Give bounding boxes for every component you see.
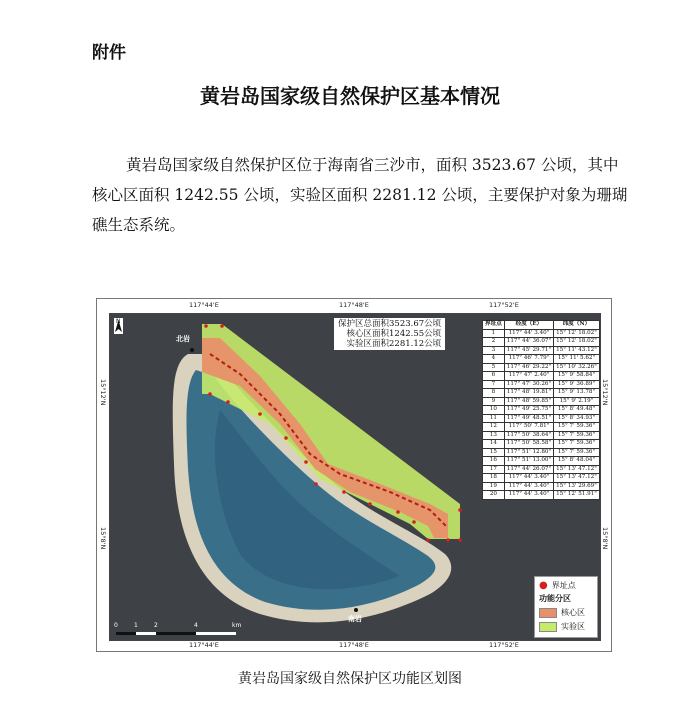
table-cell-point: 17	[483, 465, 505, 474]
area-summary	[334, 318, 445, 350]
table-row	[483, 363, 600, 372]
table-cell-lat: 15° 13' 47.12"	[554, 474, 600, 483]
table-cell-lat: 15° 11' 5.62"	[554, 355, 600, 364]
table-cell-lon: 117° 44' 3.40"	[504, 474, 553, 483]
table-cell-lon: 117° 46' 7.79"	[504, 355, 553, 364]
table-cell-lon: 117° 44' 3.40"	[504, 491, 553, 500]
table-row	[483, 440, 600, 449]
table-cell-lat: 15° 13' 29.69"	[554, 482, 600, 491]
area-total: 保护区总面积3523.67公顷	[338, 319, 442, 329]
lon-tick-bottom-1: 117°44'E	[189, 641, 219, 649]
intro-paragraph	[92, 150, 632, 240]
table-cell-lat: 15° 8' 49.48"	[554, 406, 600, 415]
table-cell-point: 6	[483, 372, 505, 381]
lat-tick-right-1: 15°12'N	[601, 379, 609, 406]
table-cell-lon: 117° 48' 19.81"	[504, 389, 553, 398]
table-cell-lat: 15° 7' 59.36"	[554, 431, 600, 440]
table-row	[483, 423, 600, 432]
table-row	[483, 465, 600, 474]
scale-label-0: 0	[114, 622, 118, 629]
intro-text: 黄岩岛国家级自然保护区位于海南省三沙市，面积 3523.67 公顷，其中核心区面积 1242.55 公顷，实验区面积 2281.12 公顷，主要保护对象为珊瑚礁生态系统。	[92, 156, 628, 234]
legend-zone-title	[539, 593, 571, 604]
table-cell-lon: 117° 50' 38.64"	[504, 431, 553, 440]
table-cell-point: 2	[483, 338, 505, 347]
area-core: 核心区面积1242.55公顷	[346, 329, 442, 339]
north-label: N	[116, 318, 121, 325]
table-cell-lon: 117° 49' 25.75"	[504, 406, 553, 415]
table-cell-point: 12	[483, 423, 505, 432]
table-cell-lat: 15° 11' 43.12"	[554, 346, 600, 355]
table-cell-lat: 15° 12' 18.02"	[554, 329, 600, 338]
table-cell-lon: 117° 51' 12.80"	[504, 448, 553, 457]
scale-bar	[116, 632, 236, 635]
table-row	[483, 406, 600, 415]
map-caption: 黄岩岛国家级自然保护区功能区划图	[238, 671, 462, 687]
table-cell-lon: 117° 47' 30.26"	[504, 380, 553, 389]
legend-core-row	[539, 607, 585, 618]
legend-zone-title-text: 功能分区	[539, 593, 571, 603]
table-cell-lat: 15° 8' 34.93"	[554, 414, 600, 423]
north-reef-label: 北岩	[176, 335, 190, 343]
table-header-row	[483, 321, 600, 330]
table-cell-lon: 117° 44' 3.40"	[504, 329, 553, 338]
table-cell-point: 20	[483, 491, 505, 500]
table-header-lon: 经度（E）	[504, 321, 553, 330]
table-cell-lon: 117° 44' 26.07"	[504, 465, 553, 474]
legend-core-label: 核心区	[561, 608, 585, 617]
table-body	[483, 329, 600, 499]
table-cell-point: 9	[483, 397, 505, 406]
table-cell-point: 7	[483, 380, 505, 389]
table-cell-lon: 117° 50' 58.58"	[504, 440, 553, 449]
table-header-lat: 纬度（N）	[554, 321, 600, 330]
south-reef-marker	[354, 608, 358, 612]
lon-tick-top-1: 117°44'E	[189, 301, 219, 309]
table-cell-point: 14	[483, 440, 505, 449]
north-reef-marker	[190, 348, 194, 352]
document-title: 黄岩岛国家级自然保护区基本情况	[200, 84, 500, 108]
table-cell-lat: 15° 12' 51.91"	[554, 491, 600, 500]
table-cell-point: 11	[483, 414, 505, 423]
table-cell-point: 13	[483, 431, 505, 440]
map-legend	[534, 576, 598, 638]
table-row	[483, 329, 600, 338]
table-row	[483, 431, 600, 440]
table-cell-lon: 117° 46' 29.22"	[504, 363, 553, 372]
south-reef-label: 南岩	[348, 615, 362, 623]
table-cell-lat: 15° 7' 59.36"	[554, 448, 600, 457]
table-header-point: 界址点	[483, 321, 505, 330]
table-cell-lat: 15° 13' 47.12"	[554, 465, 600, 474]
lat-tick-right-2: 15°8'N	[601, 527, 609, 550]
table-cell-lat: 15° 9' 13.78"	[554, 389, 600, 398]
experimental-swatch-icon	[539, 622, 557, 632]
table-cell-point: 3	[483, 346, 505, 355]
lon-tick-top-2: 117°48'E	[339, 301, 369, 309]
table-cell-point: 16	[483, 457, 505, 466]
table-cell-lat: 15° 8' 48.04"	[554, 457, 600, 466]
table-row	[483, 491, 600, 500]
map-canvas	[109, 313, 601, 641]
table-row	[483, 380, 600, 389]
table-cell-lon: 117° 50' 7.81"	[504, 423, 553, 432]
table-cell-lon: 117° 47' 2.40"	[504, 372, 553, 381]
boundary-table	[482, 320, 600, 500]
lat-tick-left-1: 15°12'N	[99, 379, 107, 406]
table-cell-lat: 15° 9' 58.84"	[554, 372, 600, 381]
scale-label-1: 1	[134, 622, 138, 629]
scale-label-4: 4	[194, 622, 198, 629]
table-cell-lon: 117° 49' 48.51"	[504, 414, 553, 423]
table-cell-point: 5	[483, 363, 505, 372]
area-experimental: 实验区面积2281.12公顷	[346, 339, 442, 349]
legend-exp-row	[539, 621, 585, 632]
legend-point-row	[539, 580, 576, 591]
table-cell-point: 1	[483, 329, 505, 338]
table-cell-lat: 15° 7' 59.36"	[554, 423, 600, 432]
table-row	[483, 414, 600, 423]
table-row	[483, 346, 600, 355]
table-row	[483, 397, 600, 406]
table-cell-point: 19	[483, 482, 505, 491]
table-cell-lat: 15° 10' 32.26"	[554, 363, 600, 372]
lon-tick-bottom-2: 117°48'E	[339, 641, 369, 649]
table-row	[483, 355, 600, 364]
table-cell-lat: 15° 7' 59.36"	[554, 440, 600, 449]
table-row	[483, 389, 600, 398]
table-cell-lon: 117° 48' 59.85"	[504, 397, 553, 406]
table-cell-point: 8	[483, 389, 505, 398]
table-cell-point: 18	[483, 474, 505, 483]
table-cell-lon: 117° 44' 3.40"	[504, 482, 553, 491]
legend-exp-label: 实验区	[561, 622, 585, 631]
scale-label-2: 2	[154, 622, 158, 629]
annex-label: 附件	[92, 43, 126, 63]
table-cell-lon: 117° 45' 29.71"	[504, 346, 553, 355]
lat-tick-left-2: 15°8'N	[99, 527, 107, 550]
lon-tick-bottom-3: 117°52'E	[489, 641, 519, 649]
table-cell-point: 10	[483, 406, 505, 415]
table-cell-lon: 117° 51' 13.00"	[504, 457, 553, 466]
table-cell-lat: 15° 12' 18.02"	[554, 338, 600, 347]
table-row	[483, 372, 600, 381]
table-cell-lat: 15° 9' 2.19"	[554, 397, 600, 406]
table-row	[483, 448, 600, 457]
table-cell-point: 4	[483, 355, 505, 364]
table-row	[483, 474, 600, 483]
core-swatch-icon	[539, 608, 557, 618]
lon-tick-top-3: 117°52'E	[489, 301, 519, 309]
table-cell-lon: 117° 44' 36.07"	[504, 338, 553, 347]
legend-point-label: 界址点	[551, 581, 576, 590]
zoning-map	[96, 298, 612, 652]
table-row	[483, 457, 600, 466]
table-row	[483, 338, 600, 347]
scale-label-unit: km	[232, 622, 242, 629]
table-row	[483, 482, 600, 491]
table-cell-point: 15	[483, 448, 505, 457]
boundary-point-icon: ●	[539, 580, 548, 591]
table-cell-lat: 15° 9' 36.89"	[554, 380, 600, 389]
